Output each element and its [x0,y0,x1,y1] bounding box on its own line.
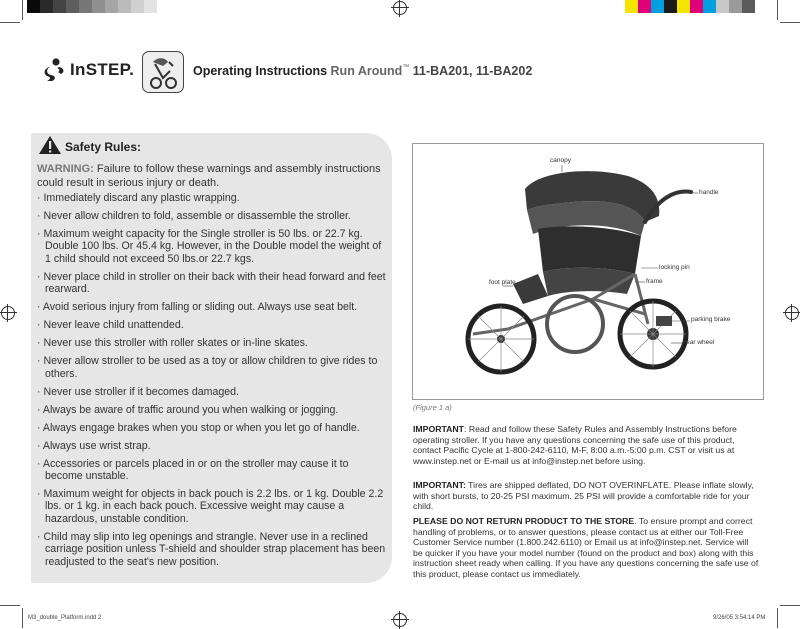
important-instructions [413,424,759,466]
registration-mark [1,306,15,320]
page-title [193,64,532,78]
gray-swatch [92,0,105,13]
crop-mark [0,605,20,606]
color-registration-bar [625,0,755,13]
list-item: · Never use this stroller with roller skates or in-line skates. [37,337,389,349]
tire-notice [413,480,759,512]
crop-mark [22,0,23,20]
safety-rules-list [37,192,389,574]
stroller-thumbnail [142,51,184,93]
gray-swatch [40,0,53,13]
list-item: · Maximum weight capacity for the Single stroller is 50 lbs. or 22.7 kg. Double 100 lbs. Or 45.4 kg. However, in the Double model the weight of 1 child should not exceed 50 lbs.or 22.7 kgs. [37,228,389,265]
crop-mark [0,22,20,23]
important-label: IMPORTANT [413,424,464,434]
list-item: · Maximum weight for objects in back pouch is 2.2 lbs. or 1 kg. Double 2.2 lbs. or 1 kg. in each back pouch. Excessive weight may cause a hazardous, unstable condition. [37,488,389,525]
gray-swatch [27,0,40,13]
instep-logo-icon [44,58,66,82]
label-locking-pin: locking pin [659,264,690,271]
safety-title: Safety Rules: [65,140,142,154]
color-swatch [651,0,664,13]
return-label: PLEASE DO NOT RETURN PRODUCT TO THE STORE [413,516,635,526]
gray-swatch [53,0,66,13]
brand-logo [44,58,134,82]
color-swatch [664,0,677,13]
color-swatch [677,0,690,13]
crop-mark [780,22,800,23]
title-label: Operating Instructions [193,64,328,78]
registration-mark [785,306,799,320]
trademark: ™ [402,64,410,71]
safety-rules-heading [38,135,141,155]
list-item: · Never leave child unattended. [37,319,389,331]
gray-swatch [131,0,144,13]
color-swatch [742,0,755,13]
list-item: · Child may slip into leg openings and strangle. Never use in a reclined carriage position unless T-shield and shoulder strap placement has been readjusted to the seat's new position. [37,531,389,568]
return-body: . To ensure prompt and correct handling of problems, or to answer questions, please contact us at either our Toll-Free Customer Service number (1.800.242.6110) or Email us at info@instep.net. Service will be quicker if you have your model number (found on the product and box) along with this instruction sheet ready when calling. If you have any questions concerning the safe use of this product, please contact us immediately. [413,516,759,579]
label-canopy: canopy [550,157,571,164]
list-item: · Avoid serious injury from falling or sliding out. Always use seat belt. [37,301,389,313]
product-name: Run Around [330,64,403,78]
warning-label: WARNING: [37,163,94,175]
warning-body: Failure to follow these warnings and assembly instructions could result in serious injury or death. [37,163,381,189]
grayscale-registration-bar [27,0,157,13]
gray-swatch [118,0,131,13]
color-swatch [625,0,638,13]
brand-name: InSTEP. [70,60,135,79]
label-frame: frame [646,278,663,285]
gray-swatch [66,0,79,13]
label-foot-plate: foot plate [489,279,516,286]
color-swatch [716,0,729,13]
label-rear-wheel: rear wheel [684,339,715,346]
file-slug: M3_double_Platform.indd 2 [28,615,102,621]
tire-body: Tires are shipped deflated, DO NOT OVERINFLATE. Please inflate slowly, with short bursts, to 20-25 PSI maximum. 25 PSI will provide a comfortable ride for your child. [413,480,754,512]
jogging-stroller-illustration [413,144,763,399]
return-notice [413,516,759,580]
important-body: : Read and follow these Safety Rules and Assembly Instructions before operating stroller. If you have any questions concerning the safe use of this product, contact Pacific Cycle at 1-800-242-6110, M-F, 8:00 a.m.-5:00 p.m. CST or visit us at www.instep.net or E-mail us at info@instep.net before using. [413,424,737,466]
list-item: · Always use wrist strap. [37,440,389,452]
list-item: · Immediately discard any plastic wrapping. [37,192,389,204]
warning-text [37,162,387,190]
list-item: · Never allow stroller to be used as a toy or allow children to give rides to others. [37,355,389,380]
model-numbers: 11-BA201, 11-BA202 [412,64,533,78]
color-swatch [703,0,716,13]
registration-mark [393,1,407,15]
label-parking-brake: parking brake [691,316,731,323]
crop-mark [777,0,778,20]
list-item: · Never allow children to fold, assemble or disassemble the stroller. [37,210,389,222]
color-swatch [729,0,742,13]
label-handle: handle [699,189,719,196]
crop-mark [777,608,778,628]
list-item: · Never place child in stroller on their back with their head forward and feet rearward. [37,271,389,296]
list-item: · Never use stroller if it becomes damaged. [37,386,389,398]
stroller-figure [412,143,764,400]
list-item: · Always engage brakes when you stop or when you let go of handle. [37,422,389,434]
crop-mark [22,608,23,628]
list-item: · Accessories or parcels placed in or on the stroller may cause it to become unstable. [37,458,389,483]
color-swatch [638,0,651,13]
warning-icon [38,135,62,155]
stroller-icon [143,52,183,92]
registration-mark [393,613,407,627]
color-swatch [690,0,703,13]
print-timestamp: 9/26/05 3:54:14 PM [713,615,766,621]
gray-swatch [79,0,92,13]
gray-swatch [105,0,118,13]
list-item: · Always be aware of traffic around you when walking or jogging. [37,404,389,416]
crop-mark [780,605,800,606]
tire-label: IMPORTANT: [413,480,466,490]
gray-swatch [144,0,157,13]
figure-caption: (Figure 1 a) [413,403,452,412]
